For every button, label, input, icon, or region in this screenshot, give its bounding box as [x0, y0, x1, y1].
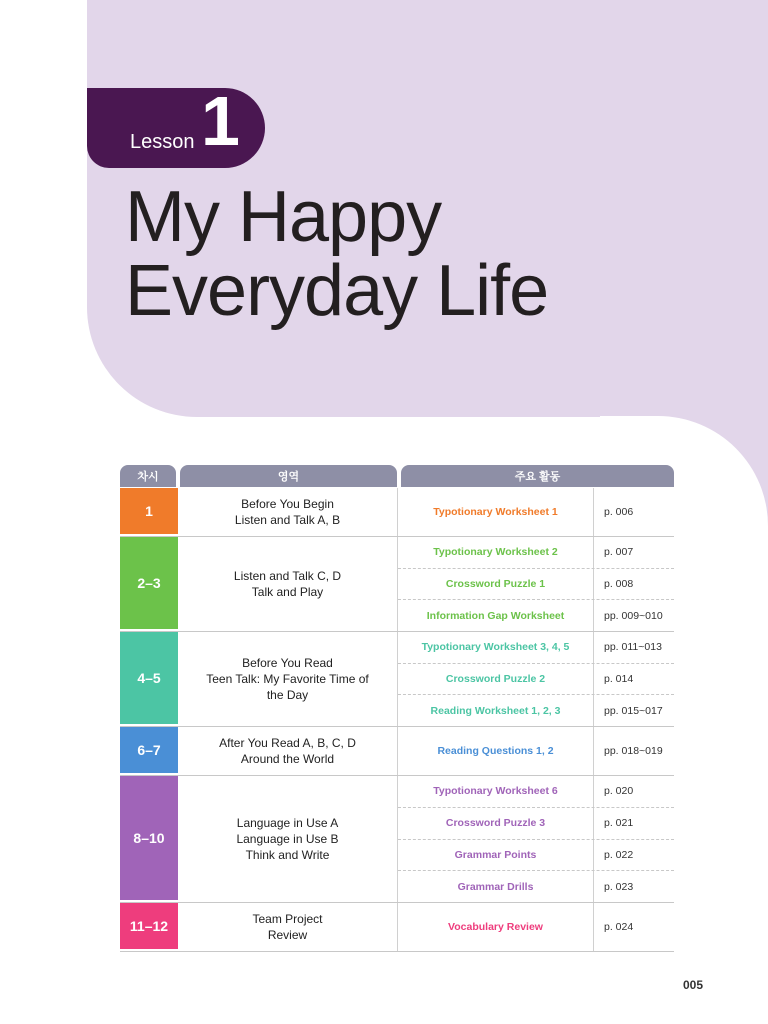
activity-row: [398, 600, 674, 631]
area-cell: [178, 727, 398, 775]
activity-row: [398, 808, 674, 840]
activity-name: Typotionary Worksheet 2: [398, 537, 594, 568]
area-cell: [178, 537, 398, 631]
activity-row: [398, 903, 674, 951]
activity-page: p. 008: [604, 578, 634, 590]
activity-row: [398, 664, 674, 696]
table-group: [120, 903, 674, 952]
activity-name: Grammar Drills: [398, 871, 594, 902]
page-number: 005: [683, 978, 704, 992]
activity-row: [398, 776, 674, 808]
header-session: 차시: [120, 465, 176, 487]
area-cell: [178, 776, 398, 902]
session-number: 1: [120, 488, 178, 534]
area-line: Around the World: [240, 752, 335, 766]
activities-cell: [398, 727, 674, 775]
activity-name: Information Gap Worksheet: [398, 600, 594, 631]
activity-row: [398, 632, 674, 664]
session-number: 2–3: [120, 537, 178, 629]
session-number: 4–5: [120, 632, 178, 724]
area-cell: [178, 488, 398, 536]
activity-name: Reading Questions 1, 2: [398, 727, 594, 775]
activity-page: p. 020: [604, 785, 634, 798]
activity-page: p. 024: [604, 921, 634, 933]
activity-row: [398, 695, 674, 726]
activities-cell: [398, 488, 674, 536]
activity-name: Grammar Points: [398, 840, 594, 871]
activity-page: p. 021: [604, 817, 634, 830]
activity-page: p. 014: [604, 673, 634, 685]
activity-page: p. 007: [604, 546, 634, 559]
area-line: the Day: [266, 688, 309, 702]
activity-page: p. 006: [604, 506, 634, 518]
activity-name: Typotionary Worksheet 3, 4, 5: [398, 632, 594, 663]
activities-cell: [398, 632, 674, 726]
area-line: Teen Talk: My Favorite Time of: [206, 672, 369, 686]
activities-cell: [398, 537, 674, 631]
lesson-number: 1: [201, 82, 240, 160]
activity-row: [398, 727, 674, 775]
table-group: [120, 537, 674, 632]
title-line-2: Everyday Life: [125, 251, 549, 331]
area-line: Review: [267, 928, 308, 942]
area-line: Before You Read: [242, 656, 333, 670]
schedule-table: [120, 488, 674, 952]
table-group: [120, 632, 674, 727]
activity-page: pp. 011~013: [604, 641, 662, 654]
area-line: Language in Use A: [236, 816, 339, 830]
activity-name: Crossword Puzzle 2: [398, 664, 594, 695]
table-group: [120, 776, 674, 903]
activity-name: Typotionary Worksheet 1: [398, 488, 594, 536]
activity-page: p. 023: [604, 880, 634, 893]
activity-page: pp. 015~017: [604, 704, 663, 717]
area-line: Listen and Talk C, D: [233, 569, 342, 583]
activity-row: [398, 871, 674, 902]
area-cell: [178, 903, 398, 951]
activities-cell: [398, 776, 674, 902]
area-line: Team Project: [252, 912, 323, 926]
table-group: [120, 488, 674, 537]
area-line: Think and Write: [245, 848, 330, 862]
session-number: 8–10: [120, 776, 178, 900]
activity-row: [398, 569, 674, 601]
activity-row: [398, 840, 674, 872]
session-number: 11–12: [120, 903, 178, 949]
activity-name: Crossword Puzzle 1: [398, 569, 594, 600]
activities-cell: [398, 903, 674, 951]
session-number: 6–7: [120, 727, 178, 773]
header-area: 영역: [180, 465, 397, 487]
activity-row: [398, 488, 674, 536]
lesson-title: [125, 177, 549, 331]
activity-page: pp. 009~010: [604, 609, 663, 622]
area-line: Language in Use B: [236, 832, 339, 846]
activity-name: Typotionary Worksheet 6: [398, 776, 594, 807]
activity-name: Vocabulary Review: [398, 903, 594, 951]
activity-page: pp. 018~019: [604, 745, 663, 757]
activity-page: p. 022: [604, 848, 634, 861]
table-group: [120, 727, 674, 776]
activity-name: Crossword Puzzle 3: [398, 808, 594, 839]
area-cell: [178, 632, 398, 726]
area-line: After You Read A, B, C, D: [219, 736, 356, 750]
header-activities: 주요 활동: [401, 465, 674, 487]
lesson-label: Lesson: [130, 131, 195, 153]
activity-row: [398, 537, 674, 569]
area-line: Talk and Play: [251, 585, 324, 599]
area-line: Before You Begin: [241, 497, 334, 511]
activity-name: Reading Worksheet 1, 2, 3: [398, 695, 594, 726]
title-line-1: My Happy: [125, 177, 442, 257]
area-line: Listen and Talk A, B: [234, 513, 341, 527]
